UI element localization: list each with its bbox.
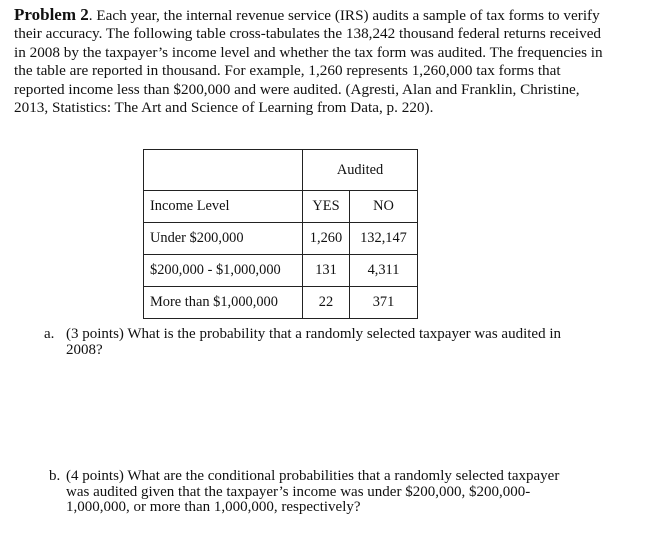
audited-yes-cell: 22 [303,287,350,319]
income-level-cell: More than $1,000,000 [144,287,303,319]
no-header: NO [350,191,418,223]
question-a-letter: a. [44,326,55,342]
income-level-cell: $200,000 - $1,000,000 [144,255,303,287]
audit-cross-tab [143,149,418,319]
income-level-header: Income Level [144,191,303,223]
audited-no-cell: 132,147 [350,223,418,255]
table-empty-corner [144,150,303,191]
question-a-text: (3 points) What is the probability that a randomly selected taxpayer was audited in 2008? [66,326,561,358]
table-row [144,287,418,319]
table-header-group-row [144,150,418,191]
table-row [144,223,418,255]
question-b-letter: b. [49,468,61,484]
audited-no-cell: 4,311 [350,255,418,287]
table-column-header-row [144,191,418,223]
audited-yes-cell: 1,260 [303,223,350,255]
audited-yes-cell: 131 [303,255,350,287]
audited-group-header: Audited [303,150,418,191]
problem-intro-text: . Each year, the internal revenue service (IRS) audits a sample of tax forms to verify their accuracy. The following table cross-tabulates the 138,242 thousand federal returns received in 2008 by the taxpayer’s income level and whether the tax form was audited. The frequencies in the table are reported in thousand. For example, 1,260 represents 1,260,000 tax forms that reported income less than $200,000 and were audited. (Agresti, Alan and Franklin, Christine, 2013, Statistics: The Art and Science of Learning from Data, p. 220). [14,7,603,117]
table-row [144,255,418,287]
problem-title: Problem 2 [14,5,89,24]
question-b-text: (4 points) What are the conditional probabilities that a randomly selected taxpayer was audited given that the taxpayer’s income was under $200,000, $200,000-1,000,000, or more than 1,000,000, respectively? [66,468,560,515]
yes-header: YES [303,191,350,223]
problem-intro [14,6,604,117]
audited-no-cell: 371 [350,287,418,319]
income-level-cell: Under $200,000 [144,223,303,255]
